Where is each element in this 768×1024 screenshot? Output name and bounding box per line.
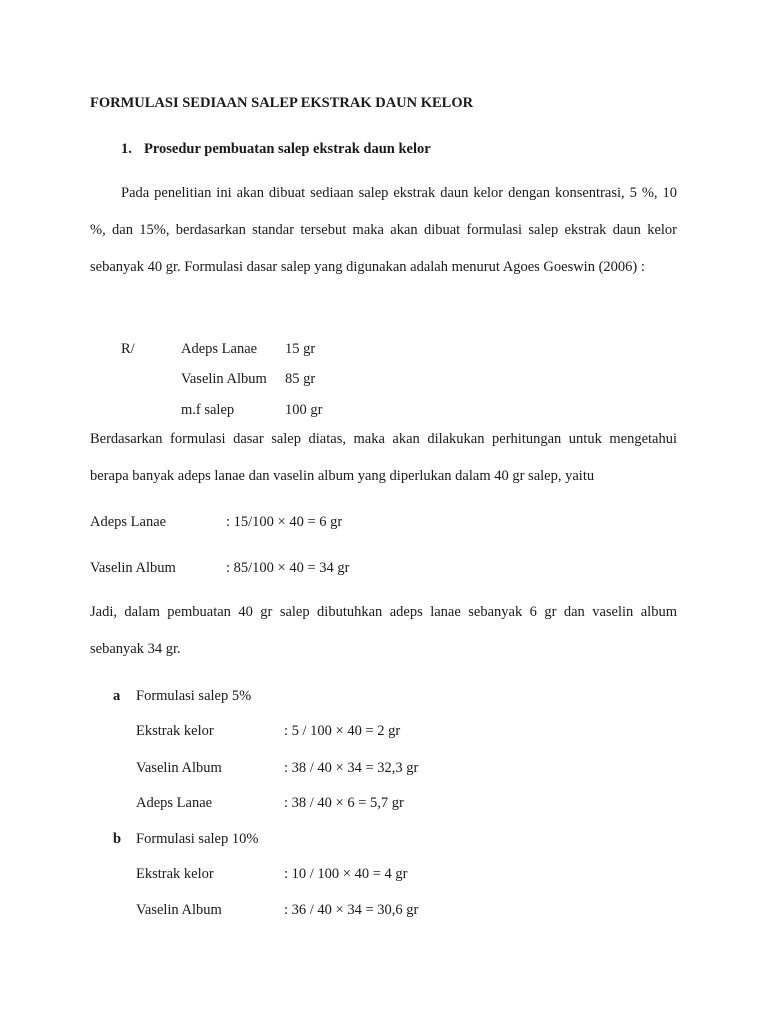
formula-title: Formulasi salep 10% (136, 831, 259, 847)
formula-item-name: Adeps Lanae (136, 795, 213, 811)
intro-paragraph: Pada penelitian ini akan dibuat sediaan salep ekstrak daun kelor dengan konsentrasi, 5 %, 10 %, dan 15%, berdasarkan standar tersebut maka akan dibuat formulasi salep ekstrak daun kelor sebanyak 40 gr. Formulasi dasar salep yang digunakan adalah menurut Agoes Goeswin (2006) : (90, 185, 677, 275)
recipe-item-name: Adeps Lanae (181, 341, 258, 357)
formula-item-calc: : 5 / 100 × 40 = 2 gr (284, 723, 401, 739)
recipe-item-amount: 85 gr (285, 371, 316, 387)
section-heading: Prosedur pembuatan salep ekstrak daun kelor (144, 141, 431, 157)
base-calc-formula: : 85/100 × 40 = 34 gr (226, 560, 350, 576)
formula-item-name: Vaselin Album (136, 760, 222, 776)
formula-item-name: Ekstrak kelor (136, 866, 214, 882)
calculation-intro-paragraph: Berdasarkan formulasi dasar salep diatas, maka akan dilakukan perhitungan untuk mengetahui berapa banyak adeps lanae dan vaselin album yang diperlukan dalam 40 gr salep, yaitu (90, 431, 677, 484)
formula-letter: b (113, 831, 122, 847)
formula-letter: a (113, 688, 121, 704)
document-title: FORMULASI SEDIAAN SALEP EKSTRAK DAUN KELOR (90, 95, 474, 111)
formula-item-calc: : 38 / 40 × 34 = 32,3 gr (284, 760, 419, 776)
recipe-item-amount: 15 gr (285, 341, 316, 357)
recipe-item-name: m.f salep (181, 402, 235, 418)
base-calc-name: Adeps Lanae (90, 514, 167, 530)
formula-item-name: Vaselin Album (136, 902, 222, 918)
recipe-item-name: Vaselin Album (181, 371, 267, 387)
formula-title: Formulasi salep 5% (136, 688, 252, 704)
formula-item-calc: : 38 / 40 × 6 = 5,7 gr (284, 795, 404, 811)
formula-item-calc: : 10 / 100 × 40 = 4 gr (284, 866, 408, 882)
formula-item-name: Ekstrak kelor (136, 723, 214, 739)
formula-item-calc: : 36 / 40 × 34 = 30,6 gr (284, 902, 419, 918)
base-calc-name: Vaselin Album (90, 560, 176, 576)
base-calc-formula: : 15/100 × 40 = 6 gr (226, 514, 343, 530)
section-number: 1. (121, 141, 132, 157)
recipe-item-amount: 100 gr (285, 402, 323, 418)
recipe-marker: R/ (121, 341, 135, 357)
conclusion-paragraph: Jadi, dalam pembuatan 40 gr salep dibutuhkan adeps lanae sebanyak 6 gr dan vaselin album sebanyak 34 gr. (90, 604, 677, 657)
